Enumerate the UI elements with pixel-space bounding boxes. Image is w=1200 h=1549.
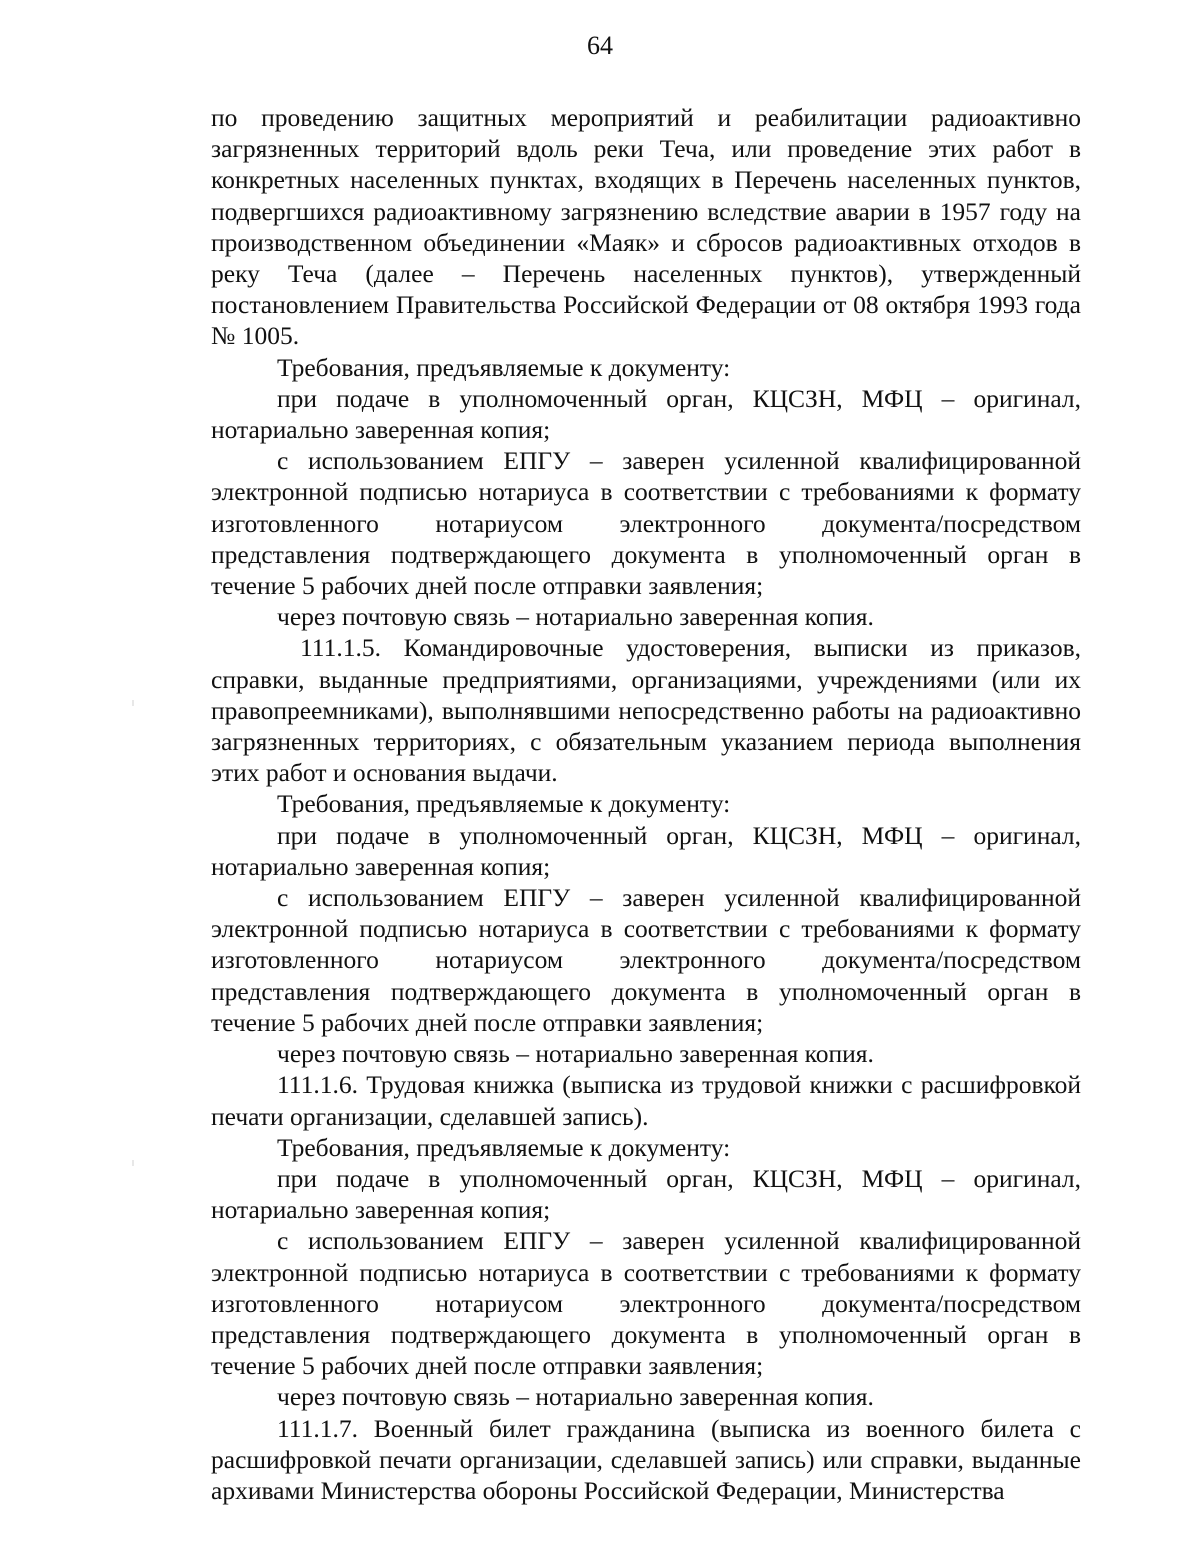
paragraph: через почтовую связь – нотариально заверенная копия.	[277, 1039, 874, 1069]
scan-artifact	[132, 1160, 134, 1166]
page-number: 64	[587, 31, 613, 60]
document-body	[211, 102, 1081, 1506]
scan-artifact	[132, 700, 134, 706]
section-paragraph: 111.1.5. Командировочные удостоверения, выписки из приказов, справки, выданные предприятиями, организациями, учреждениями (или их правопреемниками), выполнявшими непосредственно работы на радиоактивно загрязненных территориях, с обязательным указанием периода выполнения этих работ и основания выдачи.	[211, 633, 1081, 788]
paragraph: при подаче в уполномоченный орган, КЦСЗН, МФЦ – оригинал, нотариально заверенная копия;	[211, 1163, 1081, 1225]
section-paragraph: 111.1.7. Военный билет гражданина (выписка из военного билета с расшифровкой печати организации, сделавшей запись) или справки, выданные архивами Министерства обороны Российской Федерации, Министерства	[211, 1413, 1081, 1505]
paragraph: по проведению защитных мероприятий и реабилитации радиоактивно загрязненных территорий вдоль реки Теча, или проведение этих работ в конкретных населенных пунктах, входящих в Перечень населенных пунктов, подвергшихся радиоактивному загрязнению вследствие аварии в 1957 году на производственном объединении «Маяк» и сбросов радиоактивных отходов в реку Теча (далее – Перечень населенных пунктов), утвержденный постановлением Правительства Российской Федерации от 08 октября 1993 года № 1005.	[211, 103, 1081, 351]
paragraph: при подаче в уполномоченный орган, КЦСЗН, МФЦ – оригинал, нотариально заверенная копия;	[211, 383, 1081, 445]
requirements-heading: Требования, предъявляемые к документу:	[277, 352, 731, 382]
section-paragraph: 111.1.6. Трудовая книжка (выписка из трудовой книжки с расшифровкой печати организации, сделавшей запись).	[211, 1070, 1081, 1131]
requirements-heading: Требования, предъявляемые к документу:	[277, 789, 731, 819]
paragraph: при подаче в уполномоченный орган, КЦСЗН, МФЦ – оригинал, нотариально заверенная копия;	[211, 820, 1081, 881]
requirements-heading: Требования, предъявляемые к документу:	[277, 1132, 731, 1162]
paragraph: через почтовую связь – нотариально заверенная копия.	[277, 1382, 874, 1412]
paragraph: с использованием ЕПГУ – заверен усиленной квалифицированной электронной подписью нотариуса в соответствии с требованиями к формату изготовленного нотариусом электронного документа/посредством представления подтверждающего документа в уполномоченный орган в течение 5 рабочих дней после отправки заявления;	[211, 883, 1081, 1037]
paragraph: с использованием ЕПГУ – заверен усиленной квалифицированной электронной подписью нотариуса в соответствии с требованиями к формату изготовленного нотариусом электронного документа/посредством представления подтверждающего документа в уполномоченный орган в течение 5 рабочих дней после отправки заявления;	[211, 1226, 1081, 1381]
paragraph: через почтовую связь – нотариально заверенная копия.	[277, 602, 874, 632]
paragraph: с использованием ЕПГУ – заверен усиленной квалифицированной электронной подписью нотариуса в соответствии с требованиями к формату изготовленного нотариусом электронного документа/посредством представления подтверждающего документа в уполномоченный орган в течение 5 рабочих дней после отправки заявления;	[211, 446, 1081, 601]
